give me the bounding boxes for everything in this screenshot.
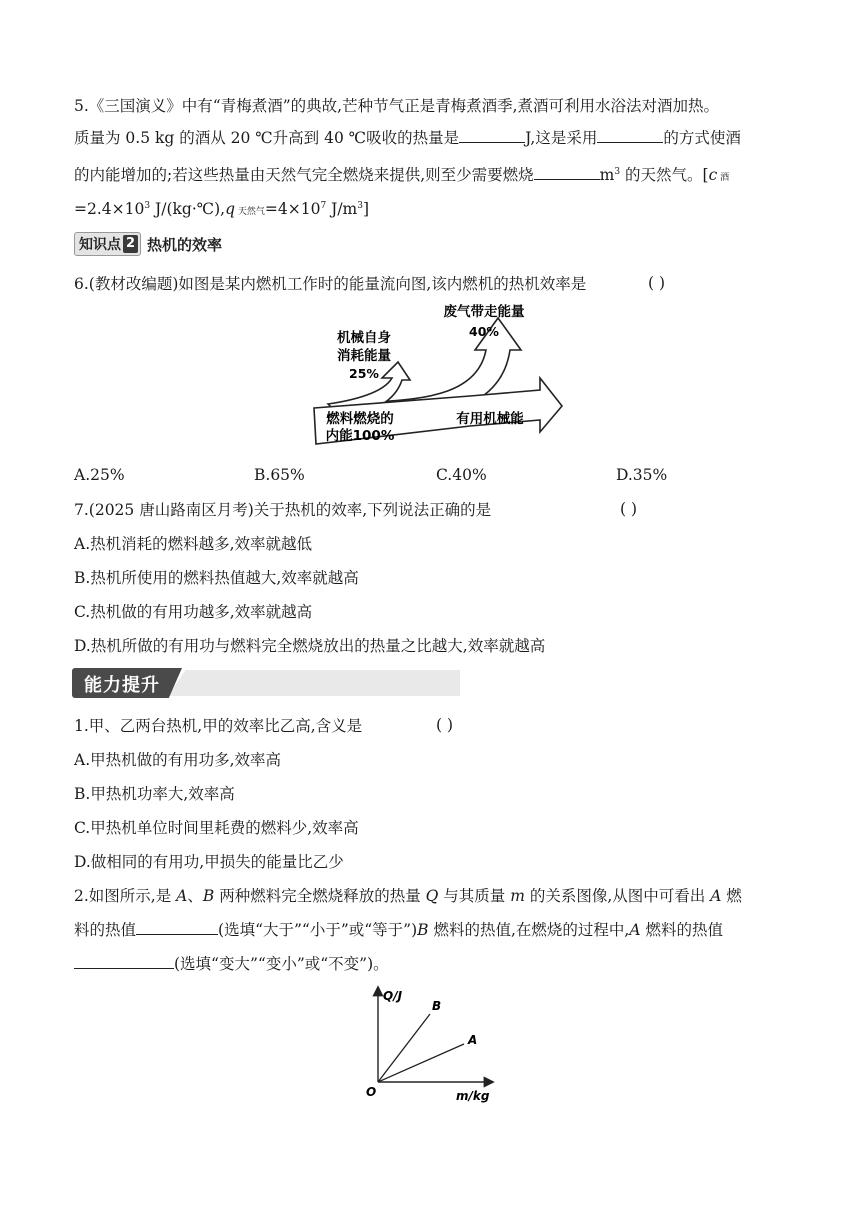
q6-answer-paren[interactable]: ( ): [648, 274, 666, 292]
p1-option-c[interactable]: C.甲热机单位时间里耗费的燃料少,效率高: [74, 819, 359, 837]
section-number: 2: [123, 235, 138, 253]
q6-choice-a[interactable]: A.25%: [74, 466, 125, 484]
fuel-label-1: 燃料燃烧的: [326, 411, 394, 427]
answer-blank-volume[interactable]: [534, 165, 600, 180]
answer-blank-compare[interactable]: [136, 920, 218, 935]
q5-line-3: 的内能增加的;若这些热量由天然气完全燃烧来提供,则至少需要燃烧 $m^3$ 的天然气。[c 酒: [74, 166, 730, 185]
y-axis-label: Q/J: [383, 989, 403, 1003]
q5-line-2: 质量为 0.5 kg 的酒从 20 ℃升高到 40 ℃吸收的热量是 J,这是采用 的方式使酒: [74, 129, 741, 147]
fuel-label-2: 内能100%: [325, 428, 395, 444]
exhaust-label-1: 废气带走能量: [443, 304, 525, 320]
origin-label: O: [366, 1085, 377, 1099]
q6-choice-c[interactable]: C.40%: [436, 466, 487, 484]
p1-answer-paren[interactable]: ( ): [436, 716, 454, 734]
q7-stem: 7.(2025 唐山路南区月考)关于热机的效率,下列说法正确的是: [74, 501, 492, 519]
q6-stem: 6.(教材改编题)如图是某内燃机工作时的能量流向图,该内燃机的热机效率是: [74, 275, 587, 293]
p1-option-b[interactable]: B.甲热机功率大,效率高: [74, 785, 235, 803]
q7-answer-paren[interactable]: ( ): [620, 500, 638, 518]
q-m-graph: [358, 982, 498, 1104]
banner-title: 能力提升: [84, 675, 160, 696]
q6-choice-b[interactable]: B.65%: [254, 466, 305, 484]
line-a-label: A: [468, 1033, 478, 1047]
section-title: 热机的效率: [147, 235, 223, 254]
useful-label: 有用机械能: [456, 411, 524, 427]
line-b: [378, 1014, 430, 1082]
exhaust-label-2: 40%: [469, 324, 499, 339]
section-tag-box: 知识点 2: [74, 232, 141, 256]
answer-blank-method[interactable]: [597, 128, 663, 143]
q7-option-b[interactable]: B.热机所使用的燃料热值越大,效率就越高: [74, 569, 359, 587]
p1-option-a[interactable]: A.甲热机做的有用功多,效率高: [74, 751, 282, 769]
energy-flow-diagram: [300, 292, 570, 458]
q6-choice-d[interactable]: D.35%: [616, 466, 668, 484]
x-axis-label: m/kg: [456, 1089, 490, 1103]
section-tag: [74, 232, 222, 256]
line-a: [378, 1044, 464, 1082]
mech-loss-label-3: 25%: [349, 366, 379, 381]
answer-blank-heat[interactable]: [459, 128, 525, 143]
q7-option-d[interactable]: D.热机所做的有用功与燃料完全燃烧放出的热量之比越大,效率就越高: [74, 637, 546, 655]
q5-line-1: 5.《三国演义》中有“青梅煮酒”的典故,芒种节气正是青梅煮酒季,煮酒可利用水浴法对酒加热。: [74, 97, 719, 115]
p1-option-d[interactable]: D.做相同的有用功,甲损失的能量比乙少: [74, 853, 344, 871]
mech-loss-label-1: 机械自身: [337, 330, 391, 346]
line-b-label: B: [432, 999, 442, 1013]
q7-option-a[interactable]: A.热机消耗的燃料越多,效率就越低: [74, 535, 313, 553]
answer-blank-change[interactable]: [74, 954, 174, 969]
q7-option-c[interactable]: C.热机做的有用功越多,效率就越高: [74, 603, 313, 621]
ability-banner: [72, 668, 460, 698]
p2-line-2: 料的热值 (选填“大于”“小于”或“等于”)B 燃料的热值,在燃烧的过程中,A 燃料的热值: [74, 921, 723, 939]
mech-loss-label-2: 消耗能量: [337, 348, 391, 364]
p1-stem: 1.甲、乙两台热机,甲的效率比乙高,含义是: [74, 717, 363, 735]
banner-light-bar: [168, 670, 460, 696]
p2-line-1: 2.如图所示,是 A、B 两种燃料完全燃烧释放的热量 Q 与其质量 m 的关系图像,从图中可看出 A 燃: [74, 887, 742, 905]
p2-line-3: (选填“变大”“变小”或“不变”)。: [74, 954, 389, 974]
q5-line-4: $=2.4\times 10^3$ J/(kg·℃),q 天然气$=4\times 10^7$ $J/m^3$]: [74, 200, 370, 219]
